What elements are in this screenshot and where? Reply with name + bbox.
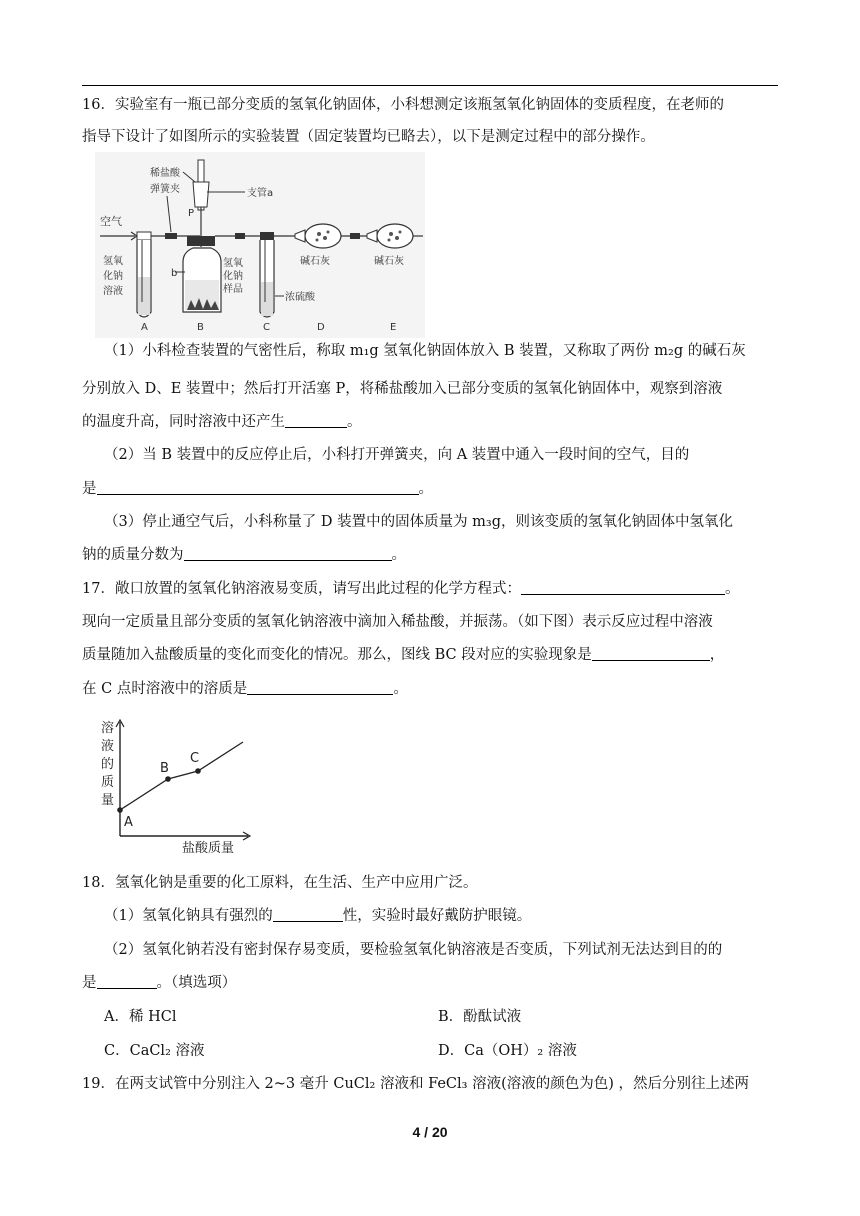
q17-line-4 <box>82 680 408 698</box>
q18-p2-line-1: （2）氢氧化钠若没有密封保存易变质，要检验氢氧化钠溶液是否变质，下列试剂无法达到目的的 <box>104 942 723 958</box>
q18-p2-line-2-text-b: 。（填选项） <box>156 975 237 991</box>
label-sample-1: 氢 <box>223 258 233 269</box>
q16-p1-line-3-end: 。 <box>347 414 362 430</box>
label-branch-a: 支管a <box>247 188 274 199</box>
q16-p2-line-2-end: 。 <box>418 481 433 497</box>
q18-p2-line-2 <box>82 974 236 992</box>
answer-blank[interactable] <box>247 680 393 695</box>
label-soda-lime-e: 碱石灰 <box>374 256 404 267</box>
y-label-1: 溶 <box>101 721 115 736</box>
mass-graph <box>98 714 258 856</box>
label-sample-6: 品 <box>233 284 243 295</box>
q18-p1-text-a: （1）氢氧化钠具有强烈的 <box>104 908 273 924</box>
q17-line-2: 现向一定质量且部分变质的氢氧化钠溶液中滴加入稀盐酸，并振荡。（如下图）表示反应过程中溶液 <box>82 614 713 630</box>
label-sample-5: 样 <box>223 284 233 295</box>
label-naoh-solution-3: 化钠 <box>103 271 123 282</box>
point-c-label: C <box>190 751 200 766</box>
option-b[interactable]: B．酚酞试液 <box>438 1009 522 1025</box>
label-sample-4: 钠 <box>233 271 243 282</box>
label-p: P <box>188 208 195 219</box>
q16-line-1: 16．实验室有一瓶已部分变质的氢氧化钠固体，小科想测定该瓶氢氧化钠固体的变质程度，在老师的 <box>82 97 724 113</box>
q17-line-3 <box>82 646 724 664</box>
answer-blank[interactable] <box>592 646 710 661</box>
q19-line-1: 19．在两支试管中分别注入 2~3 毫升 CuCl₂ 溶液和 FeCl₃ 溶液(溶液的颜色为色) ，然后分别往上述两 <box>82 1076 749 1092</box>
label-conc-h2so4: 浓硫酸 <box>285 292 315 303</box>
q17-line-1-text: 17．敞口放置的氢氧化钠溶液易变质，请写出此过程的化学方程式： <box>82 581 521 597</box>
point-b-marker <box>165 776 171 782</box>
q16-p1-line-2: 分别放入 D、E 装置中；然后打开活塞 P，将稀盐酸加入已部分变质的氢氧化钠固体中，观察到溶液 <box>82 381 723 397</box>
label-sample-2: 氧 <box>233 258 243 269</box>
q16-p3-line-2-end: 。 <box>391 547 406 563</box>
option-c[interactable]: C．CaCl₂ 溶液 <box>104 1043 205 1059</box>
point-a-label: A <box>124 815 133 830</box>
q16-p1-line-1: （1）小科检查装置的气密性后，称取 m₁g 氢氧化钠固体放入 B 装置，又称取了两份 m₂g 的碱石灰 <box>104 343 746 359</box>
label-C: C <box>263 322 270 333</box>
label-dilute-hcl: 稀盐酸 <box>150 168 180 179</box>
label-D: D <box>317 322 325 333</box>
point-b-label: B <box>160 761 169 776</box>
y-label-2: 液 <box>101 739 115 754</box>
label-B: B <box>197 322 204 333</box>
page-number: 4 / 20 <box>412 1124 448 1140</box>
answer-blank[interactable] <box>97 974 157 989</box>
q16-p2-line-2-text: 是 <box>82 481 97 497</box>
q17-line-1-end: 。 <box>724 581 740 597</box>
label-spring-clip: 弹簧夹 <box>150 184 180 195</box>
label-A: A <box>141 322 148 333</box>
q17-line-3-text: 质量随加入盐酸质量的变化而变化的情况。那么，图线 BC 段对应的实验现象是 <box>82 647 592 663</box>
q16-p3-line-2-text: 钠的质量分数为 <box>82 547 184 563</box>
answer-blank[interactable] <box>285 413 347 428</box>
q16-line-2: 指导下设计了如图所示的实验装置（固定装置均已略去），以下是测定过程中的部分操作。 <box>82 129 655 145</box>
x-label: 盐酸质量 <box>182 841 235 856</box>
q16-p2-line-2 <box>82 480 433 498</box>
y-label-5: 量 <box>101 793 115 808</box>
q17-line-3-end: ， <box>709 647 725 663</box>
label-soda-lime-d: 碱石灰 <box>300 256 330 267</box>
label-air: 空气 <box>100 215 122 228</box>
answer-blank[interactable] <box>521 580 725 595</box>
point-a-marker <box>117 807 123 813</box>
point-c-marker <box>195 768 201 774</box>
q17-line-1 <box>82 580 739 598</box>
option-d[interactable]: D．Ca（OH）₂ 溶液 <box>438 1043 577 1059</box>
q17-line-4-end: 。 <box>393 681 408 697</box>
q16-p2-line-1: （2）当 B 装置中的反应停止后，小科打开弹簧夹，向 A 装置中通入一段时间的空气，目的 <box>104 447 690 463</box>
q18-p1 <box>104 907 531 925</box>
q16-p3-line-2 <box>82 546 406 564</box>
q18-line-1: 18．氢氧化钠是重要的化工原料，在生活、生产中应用广泛。 <box>82 875 478 891</box>
q18-p2-line-2-text-a: 是 <box>82 975 97 991</box>
apparatus-figure <box>95 152 425 338</box>
answer-blank[interactable] <box>97 480 419 495</box>
q18-p1-text-b: 性，实验时最好戴防护眼镜。 <box>342 908 532 924</box>
q17-line-4-text: 在 C 点时溶液中的溶质是 <box>82 681 248 697</box>
y-label-3: 的 <box>101 757 115 772</box>
y-label-4: 质 <box>101 775 115 790</box>
label-E: E <box>390 322 397 333</box>
answer-blank[interactable] <box>273 907 343 922</box>
label-sample-3: 化 <box>223 271 233 282</box>
answer-blank[interactable] <box>184 546 392 561</box>
header-rule <box>82 85 778 86</box>
q16-p3-line-1: （3）停止通空气后，小科称量了 D 装置中的固体质量为 m₃g，则该变质的氢氧化钠固体中氢氧化 <box>104 514 734 530</box>
label-b: b <box>171 268 178 279</box>
label-naoh-solution-4: 溶液 <box>103 286 123 297</box>
option-a[interactable]: A．稀 HCl <box>104 1009 177 1025</box>
q16-p1-line-3-text: 的温度升高，同时溶液中还产生 <box>82 414 285 430</box>
q16-p1-line-3 <box>82 413 362 431</box>
label-naoh-solution-2: 氧 <box>113 256 123 267</box>
label-naoh-solution-1: 氢 <box>103 256 113 267</box>
